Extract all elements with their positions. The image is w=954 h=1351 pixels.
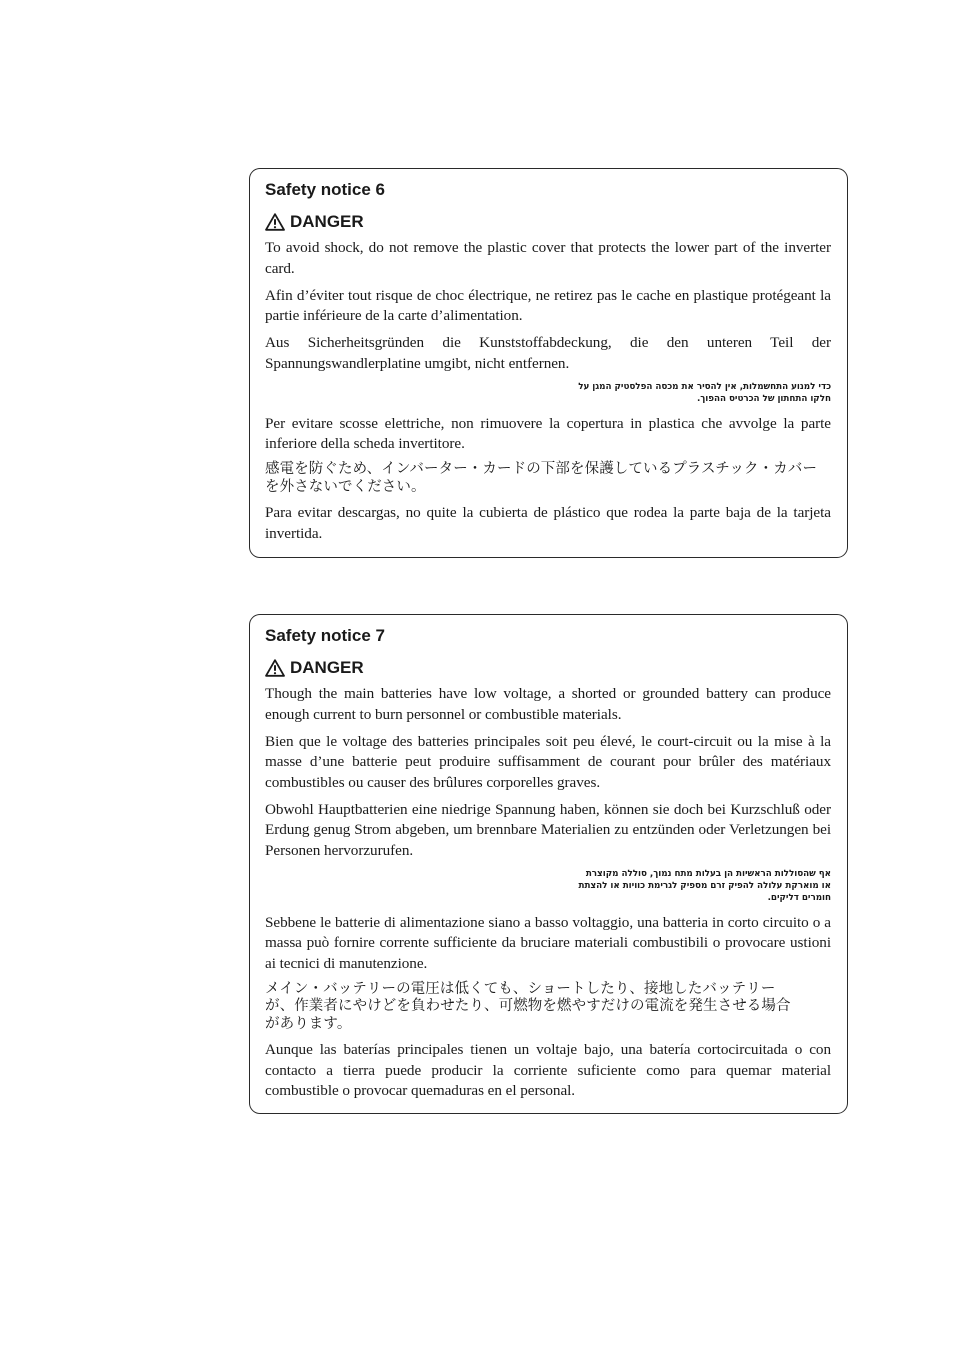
notice-text-ja: メイン・バッテリーの電圧は低くても、ショートしたり、接地したバッテリーが、作業者にやけどを負わせたり、可燃物を燃やすだけの電流を発生させる場合があります。 — [265, 980, 791, 1032]
danger-label: DANGER — [290, 658, 364, 677]
notice-text-fr: Afin d’éviter tout risque de choc électrique, ne retirez pas le cache en plastique protégeant la partie inférieure de la carte d’alimentation. — [265, 286, 831, 324]
safety-notice-7 — [249, 614, 848, 1114]
notice-text-es: Para evitar descargas, no quite la cubierta de plástico que rodea la parte baja de la tarjeta invertida. — [265, 504, 831, 542]
notice-text-fr: Bien que le voltage des batteries principales soit peu élevé, le court-circuit ou la mise à la masse d’une batterie peut produire suffisamment de courant pour brûler des matériaux combustibles ou causer des brûlures corporelles graves. — [265, 732, 831, 791]
notice-text-it: Sebbene le batterie di alimentazione siano a basso voltaggio, una batteria in corto circuito o a massa può fornire corrente sufficiente da bruciare materiali combustibili o provocare ustioni ai tecnici di manutenzione. — [265, 913, 831, 972]
notice-text-en: To avoid shock, do not remove the plastic cover that protects the lower part of the inverter card. — [265, 239, 831, 277]
notice-title: Safety notice 6 — [265, 180, 385, 199]
notice-text-he: כדי למנוע התחשמלות, אין להסיר את מכסה הפלסטיק המגן על חלקו התחתון של הכרטיס ההפוך. — [578, 381, 831, 404]
notice-text-es: Aunque las baterías principales tienen un voltaje bajo, una batería cortocircuitada o con contacto a tierra puede producir la corriente suficiente como para quemar material combustible o provocar quemaduras en el personal. — [265, 1041, 831, 1099]
notice-text-he: אף שהסוללות הראשיות הן בעלות מתח נמוך, סוללה מקוצרת או מוארקת עלולה להפיק זרם מספיק לגרימת כוויות או להצתת חומרים דליקים. — [578, 868, 831, 903]
safety-notice-6 — [249, 168, 848, 558]
notice-text-en: Though the main batteries have low voltage, a shorted or grounded battery can produce enough current to burn personnel or combustible materials. — [265, 685, 831, 723]
notice-text-de: Obwohl Hauptbatterien eine niedrige Spannung haben, können sie doch bei Kurzschluß oder Erdung genug Strom abgeben, um brennbare Materialien zu entzünden oder Verletzungen bei Personen hervorzurufen. — [265, 800, 831, 859]
danger-heading — [265, 211, 831, 233]
danger-heading — [265, 657, 831, 679]
notice-text-de: Aus Sicherheitsgründen die Kunststoffabdeckung, die den unteren Teil der Spannungswandlerplatine umgibt, nicht entfernen. — [265, 334, 831, 372]
danger-label: DANGER — [290, 212, 364, 231]
notice-title: Safety notice 7 — [265, 626, 385, 645]
notice-text-ja: 感電を防ぐため、インバーター・カードの下部を保護しているプラスチック・カバーを外さないでください。 — [265, 461, 818, 495]
warning-triangle-icon — [265, 213, 285, 231]
warning-triangle-icon — [265, 659, 285, 677]
notice-text-it: Per evitare scosse elettriche, non rimuovere la copertura in plastica che avvolge la parte inferiore della scheda invertitore. — [265, 414, 831, 452]
